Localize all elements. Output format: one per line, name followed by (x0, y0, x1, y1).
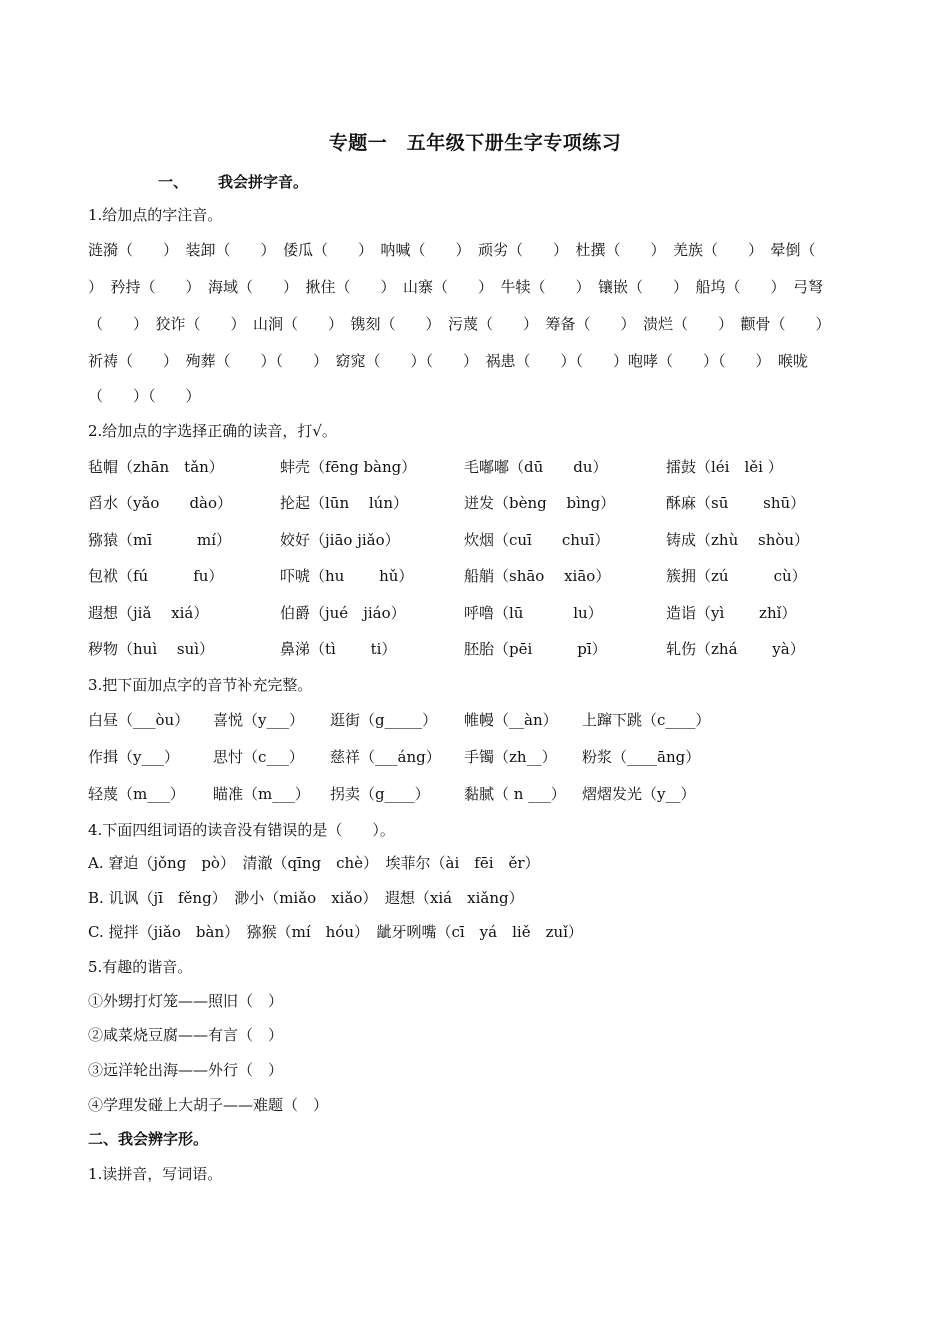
q3-cell: 喜悦（y___） (213, 711, 304, 729)
q5-item: ③远洋轮出海——外行（ ） (88, 1061, 284, 1079)
q2-row (88, 492, 862, 514)
q2-cell: 蚌壳（fēng bàng） (280, 458, 417, 476)
q2-row (88, 529, 862, 551)
q2-cell: 毛嘟嘟（dū du） (464, 458, 608, 476)
q2-cell: 伯爵（jué jiáo） (280, 604, 406, 622)
q1-line: 涟漪（ ） 装卸（ ） 倭瓜（ ） 呐喊（ ） 顽劣（ ） 杜撰（ ） 羌族（ ） 晕倒（ (88, 241, 816, 259)
s2q1-label: 1.读拼音，写词语。 (88, 1165, 223, 1183)
q1-line: ） 矜持（ ） 海域（ ） 揪住（ ） 山寨（ ） 牛犊（ ） 镶嵌（ ） 船坞（ ） 弓弩 (88, 278, 824, 296)
q2-cell: 铸成（zhù shòu） (666, 531, 810, 549)
q2-row (88, 456, 862, 478)
q2-cell: 炊烟（cuī chuī） (464, 531, 610, 549)
q3-cell: 上蹿下跳（c____） (582, 711, 711, 729)
q2-cell: 酥麻（sū shū） (666, 494, 806, 512)
q3-label: 3.把下面加点字的音节补充完整。 (88, 676, 313, 694)
q2-cell: 呼噜（lū lu） (464, 604, 603, 622)
q3-cell: 熠熠发光（y__） (582, 785, 696, 803)
q4-option-a: A. 窘迫（jǒng pò） 清澈（qīng chè） 埃菲尔（ài fēi ěr） (88, 854, 540, 872)
q4-option-c: C. 搅拌（jiǎo bàn） 猕猴（mí hóu） 龇牙咧嘴（cī yá liě zuǐ） (88, 923, 583, 941)
q2-cell: 猕猿（mī mí） (88, 531, 232, 549)
q1-line: 祈祷（ ） 殉葬（ ）（ ） 窈窕（ ）（ ） 祸患（ ）（ ）咆哮（ ）（ ） 喉咙 (88, 352, 809, 370)
q3-cell: 作揖（y___） (88, 748, 179, 766)
q1-line: （ ） 狡诈（ ） 山涧（ ） 镌刻（ ） 污蔑（ ） 筹备（ ） 溃烂（ ） 颧骨（ ） (88, 315, 831, 333)
q3-row (88, 746, 862, 768)
q1-label: 1.给加点的字注音。 (88, 206, 223, 224)
page-title: 专题一 五年级下册生字专项练习 (328, 132, 622, 154)
q3-cell: 慈祥（___áng） (330, 748, 441, 766)
q3-cell: 黏腻（ n ___） (464, 785, 566, 803)
section2-heading: 二、我会辨字形。 (88, 1130, 209, 1148)
q2-cell: 姣好（jiāo jiǎo） (280, 531, 400, 549)
q2-cell: 舀水（yǎo dào） (88, 494, 233, 512)
q5-item: ①外甥打灯笼——照旧（ ） (88, 992, 284, 1010)
q2-cell: 轧伤（zhá yà） (666, 640, 805, 658)
q2-row (88, 565, 862, 587)
q2-cell: 胚胎（pēi pī） (464, 640, 607, 658)
q2-cell: 秽物（huì suì） (88, 640, 215, 658)
q3-cell: 粉浆（____āng） (582, 748, 701, 766)
q2-cell: 船艄（shāo xiāo） (464, 567, 611, 585)
q3-cell: 逛街（g_____） (330, 711, 438, 729)
q4-label: 4.下面四组词语的读音没有错误的是（ ）。 (88, 821, 395, 839)
q3-cell: 拐卖（g____） (330, 785, 430, 803)
q2-cell: 鼻涕（tì ti） (280, 640, 397, 658)
q3-cell: 白昼（___òu） (88, 711, 190, 729)
q3-cell: 轻蔑（m___） (88, 785, 185, 803)
q3-row (88, 709, 862, 731)
q5-label: 5.有趣的谐音。 (88, 958, 193, 976)
q2-row (88, 602, 862, 624)
q2-cell: 造诣（yì zhǐ） (666, 604, 797, 622)
q2-cell: 毡帽（zhān tǎn） (88, 458, 224, 476)
q3-cell: 瞄准（m___） (213, 785, 310, 803)
q5-item: ④学理发碰上大胡子——难题（ ） (88, 1096, 329, 1114)
q3-cell: 思忖（c___） (213, 748, 304, 766)
q2-cell: 擂鼓（léi lěi ） (666, 458, 783, 476)
q2-cell: 包袱（fú fu） (88, 567, 224, 585)
q2-cell: 簇拥（zú cù） (666, 567, 807, 585)
q2-cell: 遐想（jiǎ xiá） (88, 604, 209, 622)
q2-cell: 抡起（lūn lún） (280, 494, 409, 512)
section1-heading: 我会拼字音。 (218, 173, 309, 191)
q4-option-b: B. 讥讽（jī fěng） 渺小（miǎo xiǎo） 遐想（xiá xiǎng） (88, 889, 524, 907)
q2-label: 2.给加点的字选择正确的读音，打√。 (88, 422, 337, 440)
q5-item: ②咸菜烧豆腐——有言（ ） (88, 1026, 284, 1044)
q3-cell: 帷幔（__àn） (464, 711, 558, 729)
q2-row (88, 638, 862, 660)
q3-row (88, 783, 862, 805)
q2-cell: 吓唬（hu hǔ） (280, 567, 414, 585)
q2-cell: 迸发（bèng bìng） (464, 494, 616, 512)
q3-cell: 手镯（zh__） (464, 748, 557, 766)
section1-number: 一、 (158, 173, 189, 191)
q1-line: （ ）（ ） (88, 387, 201, 405)
